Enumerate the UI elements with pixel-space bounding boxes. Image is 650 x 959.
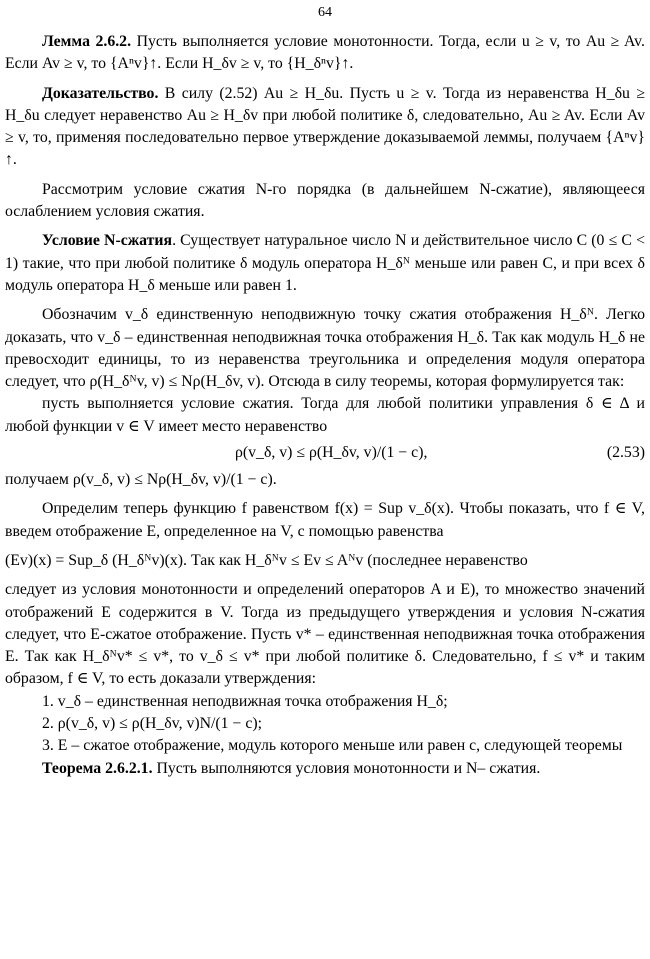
condition-paragraph — [5, 230, 645, 297]
condition-text: . Существует натуральное число N и действительное число C (0 ≤ C < 1) такие, что при любой политике δ модуль оператора H_δᴺ меньше или равен C, и при всех δ модуль оператора H_δ меньше или равен 1. — [5, 232, 645, 294]
e-equation-paragraph — [5, 550, 645, 572]
statement-item-1: 1. v_δ – единственная неподвижная точка отображения H_δ; — [42, 692, 448, 710]
denote-paragraph: Обозначим v_δ единственную неподвижную точку сжатия отображения H_δᴺ. Легко доказать, что v_δ – единственная неподвижная точка отображения H_δ. Так как модуль H_δ не превосходит единицы, то из неравенства треугольника и определения модуля оператора следует, что ρ(H_δᴺv, v) ≤ Nρ(H_δv, v). Отсюда в силу теоремы, которая формулируется так: — [5, 306, 645, 391]
condition-title: Условие N-сжатия — [42, 232, 173, 250]
page — [5, 0, 645, 780]
e-equation-text: Так как H_δᴺv ≤ Ev ≤ Aᴺv (последнее неравенство — [190, 551, 528, 569]
equation-2-53-formula: ρ(v_δ, v) ≤ ρ(H_δv, v)/(1 − c), — [235, 444, 428, 462]
proof-title: Доказательство. — [42, 84, 159, 102]
get-paragraph: получаем ρ(v_δ, v) ≤ Nρ(H_δv, v)/(1 − c). — [5, 471, 277, 489]
compression-paragraph: Рассмотрим условие сжатия N-го порядка (в дальнейшем N-сжатие), являющееся ослаблением условия сжатия. — [5, 180, 645, 221]
theorem-statement-paragraph: пусть выполняется условие сжатия. Тогда для любой политики управления δ ∈ Δ и любой функции v ∈ V имеет место неравенство — [5, 395, 645, 435]
statements-list — [5, 691, 645, 736]
lemma-title: Лемма 2.6.2. — [42, 33, 132, 50]
e-equation-formula: (Ev)(x) = Sup_δ (H_δᴺv)(x). — [5, 551, 188, 569]
lemma-paragraph — [5, 31, 645, 76]
proof-paragraph — [5, 83, 645, 172]
statement-item-2: 2. ρ(v_δ, v) ≤ ρ(H_δv, v)N/(1 − c); — [42, 715, 263, 733]
proof-text: В силу (2.52) Au ≥ H_δu. Пусть u ≥ v. Тогда из неравенства H_δu ≥ H_δu следует неравенство Au ≥ H_δv при любой политике δ, следовательно, Au ≥ Av. Если Av ≥ v, то, применяя последовательно первое утверждение доказываемой леммы, получаем {Aⁿv}↑. — [5, 84, 646, 169]
define-paragraph: Определим теперь функцию f равенством f(x) = Sup v_δ(x). Чтобы показать, что f ∈ V, введем отображение E, определенное на V, с помощью равенства — [5, 500, 645, 540]
equation-2-53 — [5, 438, 645, 469]
lemma-text-1: Пусть выполняется условие монотонности. Тогда, если — [136, 33, 517, 50]
theorem-paragraph — [5, 758, 645, 780]
statement-item-3: 3. E – сжатое отображение, модуль которого меньше или равен c, следующей теоремы — [42, 737, 623, 755]
page-number: 64 — [318, 5, 332, 20]
equation-2-53-label: (2.53) — [606, 444, 645, 462]
lemma-text-2: u ≥ v, то Au ≥ Av. Если Av ≥ v, то {Aⁿv}↑. Если H_δv ≥ v, то {H_δⁿv}↑. — [5, 33, 646, 73]
theorem-title: Теорема 2.6.2.1. — [42, 759, 153, 777]
follows-paragraph: следует из условия монотонности и определений операторов A и E), то множество значений отображений E содержится в V. Тогда из предыдущего утверждения и условия N-сжатия следует, что E-сжатое отображение. Пусть v* – единственная неподвижная точка отображения E. Так как H_δᴺv* ≤ v*, то v_δ ≤ v* при любой политике δ. Следовательно, f ≤ v* и таким образом, f ∈ V, то есть доказали утверждения: — [5, 581, 645, 688]
theorem-text: Пусть выполняются условия монотонности и N– сжатия. — [156, 759, 541, 777]
